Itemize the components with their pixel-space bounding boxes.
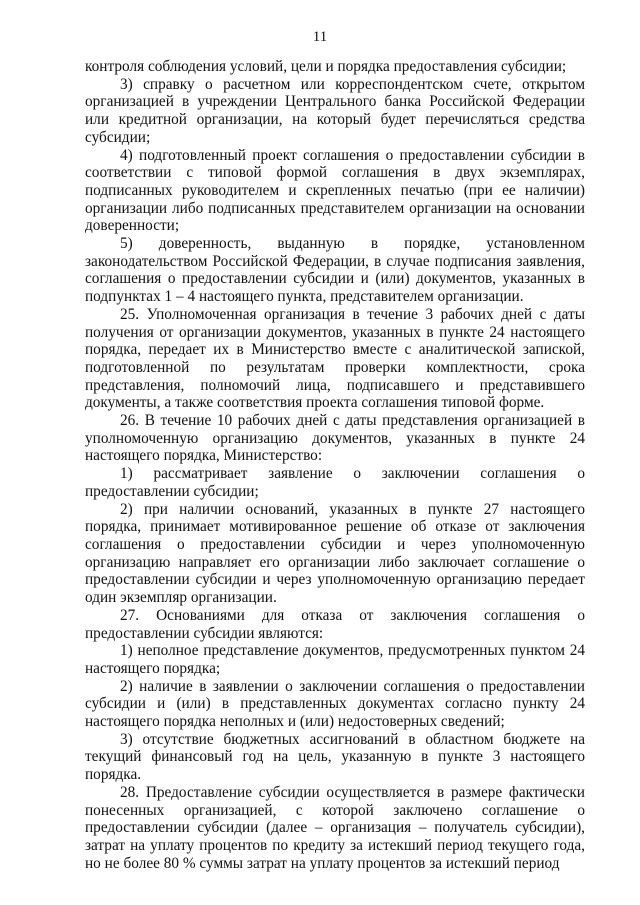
paragraph-clause-27-item-3: 3) отсутствие бюджетных ассигнований в областном бюджете на текущий финансовый год на цель, указанную в пункте 3 настоящего порядка. (85, 730, 585, 784)
paragraph-clause-27: 27. Основаниями для отказа от заключения соглашения о предоставлении субсидии являются: (85, 606, 585, 642)
document-body (85, 58, 585, 872)
paragraph-continuation: контроля соблюдения условий, цели и порядка предоставления субсидии; (85, 58, 567, 75)
paragraph-clause-25: 25. Уполномоченная организация в течение 3 рабочих дней с даты получения от организации документов, указанных в пункте 24 настоящего порядка, передает их в Министерство вместе с аналитической запиской, подготовленной по результатам проверки комплектности, срока представления, полномочий лица, подписавшего и представившего документы, а также соответствия проекта соглашения типовой форме. (85, 305, 585, 412)
paragraph-clause-26-item-1: 1) рассматривает заявление о заключении соглашения о предоставлении субсидии; (85, 465, 585, 500)
paragraph-clause-27-item-2: 2) наличие в заявлении о заключении соглашения о предоставлении субсидии и (или) в представленных документах согласно пункту 24 настоящего порядка неполных и (или) недостоверных сведений; (85, 677, 585, 731)
paragraph-clause-28: 28. Предоставление субсидии осуществляется в размере фактически понесенных организацией, с которой заключено соглашение о предоставлении субсидии (далее – организация – получатель субсидии), затрат на уплату процентов по кредиту за истекший период текущего года, но не более 80 % суммы затрат на уплату процентов за истекший период (85, 783, 585, 872)
paragraph-item-5-power-of-attorney: 5) доверенность, выданную в порядке, установленном законодательством Российской Федерации, в случае подписания заявления, соглашения о предоставлении субсидии и (или) документов, указанных в подпунктах 1 – 4 настоящего пункта, представителем организации. (85, 235, 585, 306)
paragraph-item-3-bank-account: 3) справку о расчетном или корреспондентском счете, открытом организацией в учреждении Центрального банка Российской Федерации или кредитной организации, на который будет перечисляться средства субсидии; (85, 75, 585, 146)
page-number: 11 (312, 29, 328, 45)
paragraph-item-4-draft-agreement: 4) подготовленный проект соглашения о предоставлении субсидии в соответствии с типовой формой соглашения в двух экземплярах, подписанных руководителем и скрепленных печатью (при ее наличии) организации либо подписанных представителем организации на основании доверенности; (85, 146, 585, 235)
paragraph-clause-27-item-1: 1) неполное представление документов, предусмотренных пунктом 24 настоящего порядка; (85, 642, 585, 677)
paragraph-clause-26: 26. В течение 10 рабочих дней с даты представления организацией в уполномоченную организацию документов, указанных в пункте 24 настоящего порядка, Министерство: (85, 412, 585, 465)
paragraph-clause-26-item-2: 2) при наличии оснований, указанных в пункте 27 настоящего порядка, принимает мотивированное решение об отказе от заключения соглашения о предоставлении субсидии и через уполномоченную организацию направляет его организации либо заключает соглашение о предоставлении субсидии и через уполномоченную организацию передает один экземпляр организации. (85, 500, 585, 607)
